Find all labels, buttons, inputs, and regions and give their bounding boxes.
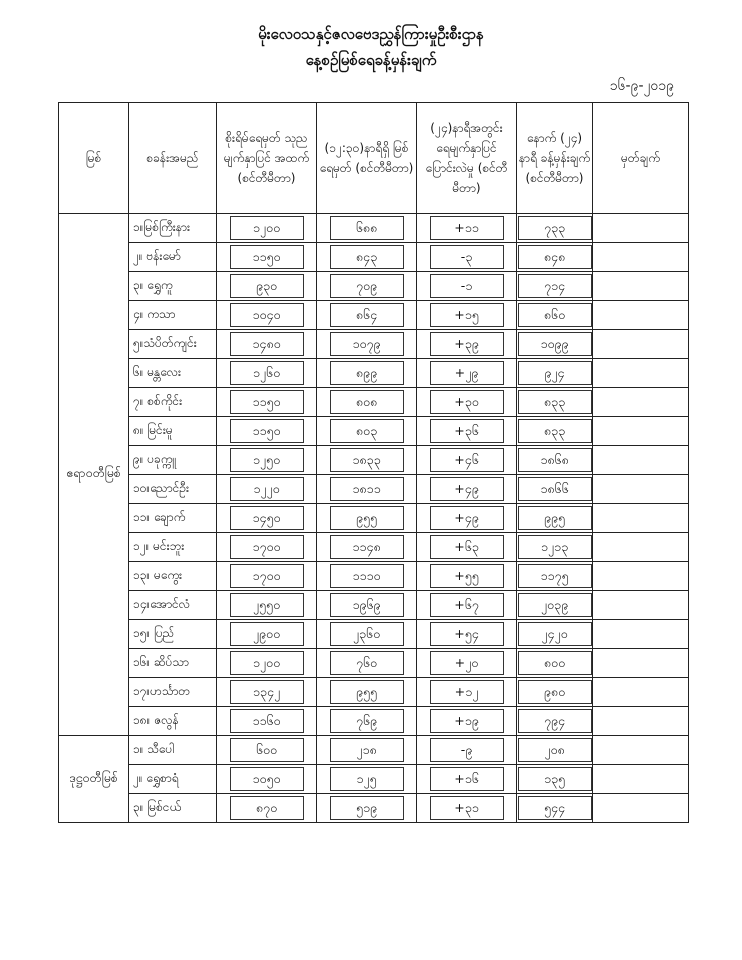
forecast-cell-value: ၇၁၄ bbox=[518, 274, 592, 298]
change-cell bbox=[417, 620, 517, 649]
station-name-cell: ၁။မြစ်ကြီးနား bbox=[129, 214, 217, 243]
forecast-cell-value: ၂၀၃၉ bbox=[518, 593, 592, 617]
danger-level-cell bbox=[217, 446, 317, 475]
col-header-24h-change: (၂၄)နာရီအတွင်း ရေမျက်နှာပြင် ပြောင်းလဲမှု (စင်တီမီတာ) bbox=[417, 103, 517, 214]
remark-cell bbox=[593, 214, 689, 243]
forecast-cell bbox=[517, 707, 593, 736]
change-cell bbox=[417, 707, 517, 736]
danger-level-cell-value: ၁၁၆၀ bbox=[230, 709, 304, 733]
change-cell-value: +၆၇ bbox=[430, 593, 504, 617]
observed-level-cell bbox=[317, 214, 417, 243]
forecast-cell-value: ၂၄၂၀ bbox=[518, 622, 592, 646]
observed-level-cell-value: ၁၂၅ bbox=[330, 767, 404, 791]
danger-level-cell-value: ၁၃၄၂ bbox=[230, 680, 304, 704]
danger-level-cell-value: ၁၀၄၀ bbox=[230, 303, 304, 327]
station-name-cell: ၁၃။ မကွေး bbox=[129, 562, 217, 591]
remark-cell bbox=[593, 359, 689, 388]
danger-level-cell-value: ၁၂၀၀ bbox=[230, 651, 304, 675]
danger-level-cell bbox=[217, 736, 317, 765]
table-row bbox=[59, 620, 689, 649]
remark-cell bbox=[593, 620, 689, 649]
forecast-cell-value: ၁၁၇၅ bbox=[518, 564, 592, 588]
station-name-cell: ၈။ မြင်းမူ bbox=[129, 417, 217, 446]
forecast-cell bbox=[517, 736, 593, 765]
observed-level-cell bbox=[317, 272, 417, 301]
observed-level-cell bbox=[317, 243, 417, 272]
station-name-cell: ၁၅။ ပြည် bbox=[129, 620, 217, 649]
river-name-cell: ဒုဋ္ဌဝတီမြစ် bbox=[59, 736, 129, 823]
change-cell bbox=[417, 272, 517, 301]
danger-level-cell-value: ၁၄၈၀ bbox=[230, 332, 304, 356]
forecast-cell-value: ၈၄၈ bbox=[518, 245, 592, 269]
remark-cell bbox=[593, 475, 689, 504]
page-subtitle: နေ့စဉ်မြစ်ရေခန့်မှန်းချက် bbox=[305, 51, 437, 69]
station-name-cell: ၇။ စစ်ကိုင်း bbox=[129, 388, 217, 417]
change-cell bbox=[417, 446, 517, 475]
danger-level-cell-value: ၈၇၀ bbox=[230, 796, 304, 820]
remark-cell bbox=[593, 794, 689, 823]
forecast-cell bbox=[517, 301, 593, 330]
table-row bbox=[59, 330, 689, 359]
forecast-cell bbox=[517, 591, 593, 620]
observed-level-cell-value: ၁၁၄၈ bbox=[330, 535, 404, 559]
table-row bbox=[59, 591, 689, 620]
table-row bbox=[59, 678, 689, 707]
danger-level-cell-value: ၁၂၅၀ bbox=[230, 448, 304, 472]
remark-cell bbox=[593, 736, 689, 765]
forecast-cell bbox=[517, 765, 593, 794]
station-name-cell: ၆။ မန္တလေး bbox=[129, 359, 217, 388]
forecast-cell bbox=[517, 475, 593, 504]
table-row bbox=[59, 388, 689, 417]
forecast-cell bbox=[517, 678, 593, 707]
forecast-cell-value: ၉၈၀ bbox=[518, 680, 592, 704]
danger-level-cell bbox=[217, 562, 317, 591]
forecast-cell bbox=[517, 388, 593, 417]
station-name-cell: ၁၆။ ဆိပ်သာ bbox=[129, 649, 217, 678]
danger-level-cell bbox=[217, 707, 317, 736]
observed-level-cell-value: ၁၉၆၉ bbox=[330, 593, 404, 617]
col-header-forecast: နောက် (၂၄) နာရီ ခန့်မှန်းချက် (စင်တီမီတာ) bbox=[517, 103, 593, 214]
danger-level-cell bbox=[217, 243, 317, 272]
col-header-station: စခန်းအမည် bbox=[129, 103, 217, 214]
station-name-cell: ၄။ ကသာ bbox=[129, 301, 217, 330]
observed-level-cell bbox=[317, 330, 417, 359]
change-cell bbox=[417, 794, 517, 823]
station-name-cell: ၁၂။ မင်းဘူး bbox=[129, 533, 217, 562]
station-name-cell: ၁၈။ ဇလွန် bbox=[129, 707, 217, 736]
change-cell-value: +၃၉ bbox=[430, 332, 504, 356]
danger-level-cell bbox=[217, 620, 317, 649]
observed-level-cell bbox=[317, 301, 417, 330]
change-cell bbox=[417, 214, 517, 243]
col-header-danger-level: စိုးရိမ်ရေမှတ် သုညမျက်နှာပြင် အထက် (စင်တီမီတာ) bbox=[217, 103, 317, 214]
forecast-cell-value: ၉၉၅ bbox=[518, 506, 592, 530]
forecast-cell-value: ၇၃၃ bbox=[518, 216, 592, 240]
table-row bbox=[59, 417, 689, 446]
observed-level-cell bbox=[317, 649, 417, 678]
station-name-cell: ၅။သံပိတ်ကျင်း bbox=[129, 330, 217, 359]
forecast-cell bbox=[517, 214, 593, 243]
table-row bbox=[59, 794, 689, 823]
forecast-cell-value: ၁၈၆၆ bbox=[518, 477, 592, 501]
observed-level-cell bbox=[317, 736, 417, 765]
change-cell-value: +၆၃ bbox=[430, 535, 504, 559]
table-row bbox=[59, 736, 689, 765]
change-cell bbox=[417, 417, 517, 446]
forecast-cell-value: ၁၃၅ bbox=[518, 767, 592, 791]
danger-level-cell-value: ၁၂၂၀ bbox=[230, 477, 304, 501]
observed-level-cell-value: ၈၀၃ bbox=[330, 419, 404, 443]
station-name-cell: ၁၁။ ချောက် bbox=[129, 504, 217, 533]
forecast-cell bbox=[517, 446, 593, 475]
change-cell bbox=[417, 504, 517, 533]
observed-level-cell-value: ၉၅၅ bbox=[330, 680, 404, 704]
forecast-cell-value: ၇၉၄ bbox=[518, 709, 592, 733]
table-body bbox=[59, 214, 689, 823]
remark-cell bbox=[593, 417, 689, 446]
remark-cell bbox=[593, 388, 689, 417]
forecast-cell-value: ၁၈၆၈ bbox=[518, 448, 592, 472]
change-cell-value: +၁၂ bbox=[430, 680, 504, 704]
station-name-cell: ၁။ သီပေါ bbox=[129, 736, 217, 765]
forecast-cell-value: ၈၆၀ bbox=[518, 303, 592, 327]
table-row bbox=[59, 475, 689, 504]
observed-level-cell bbox=[317, 533, 417, 562]
change-cell bbox=[417, 301, 517, 330]
change-cell bbox=[417, 388, 517, 417]
forecast-cell-value: ၈၀၀ bbox=[518, 651, 592, 675]
danger-level-cell bbox=[217, 388, 317, 417]
remark-cell bbox=[593, 272, 689, 301]
change-cell bbox=[417, 649, 517, 678]
table-row bbox=[59, 272, 689, 301]
danger-level-cell bbox=[217, 591, 317, 620]
change-cell bbox=[417, 765, 517, 794]
forecast-cell-value: ၈၃၃ bbox=[518, 419, 592, 443]
observed-level-cell-value: ၇၆၀ bbox=[330, 651, 404, 675]
forecast-cell bbox=[517, 620, 593, 649]
change-cell bbox=[417, 475, 517, 504]
change-cell-value: +၅၄ bbox=[430, 622, 504, 646]
danger-level-cell bbox=[217, 533, 317, 562]
col-header-river: မြစ် bbox=[59, 103, 129, 214]
change-cell-value: +၄၉ bbox=[430, 477, 504, 501]
danger-level-cell-value: ၂၉၀၀ bbox=[230, 622, 304, 646]
change-cell-value: +၄၆ bbox=[430, 448, 504, 472]
table-row bbox=[59, 243, 689, 272]
observed-level-cell-value: ၈၄၃ bbox=[330, 245, 404, 269]
observed-level-cell-value: ၆၈၈ bbox=[330, 216, 404, 240]
danger-level-cell bbox=[217, 649, 317, 678]
danger-level-cell bbox=[217, 794, 317, 823]
change-cell bbox=[417, 591, 517, 620]
report-date: ၁၆-၉-၂၀၁၉ bbox=[609, 78, 674, 94]
danger-level-cell-value: ၁၀၅၀ bbox=[230, 767, 304, 791]
forecast-cell bbox=[517, 272, 593, 301]
station-name-cell: ၁၀။ညောင်ဦး bbox=[129, 475, 217, 504]
forecast-cell-value: ၉၂၄ bbox=[518, 361, 592, 385]
table-row bbox=[59, 707, 689, 736]
forecast-cell-value: ၈၃၃ bbox=[518, 390, 592, 414]
remark-cell bbox=[593, 330, 689, 359]
change-cell bbox=[417, 330, 517, 359]
remark-cell bbox=[593, 243, 689, 272]
forecast-cell bbox=[517, 243, 593, 272]
observed-level-cell-value: ၇၀၉ bbox=[330, 274, 404, 298]
page-title: မိုးလေဝသနှင့်ဇလဗေဒညွှန်ကြားမှုဦးစီးဌာန bbox=[258, 25, 484, 43]
col-header-remark: မှတ်ချက် bbox=[593, 103, 689, 214]
table-header-row bbox=[59, 103, 689, 214]
observed-level-cell bbox=[317, 388, 417, 417]
observed-level-cell-value: ၁၁၁၀ bbox=[330, 564, 404, 588]
change-cell-value: -၉ bbox=[430, 738, 504, 762]
danger-level-cell bbox=[217, 330, 317, 359]
table-row bbox=[59, 533, 689, 562]
remark-cell bbox=[593, 678, 689, 707]
river-name-cell: ဧရာဝတီမြစ် bbox=[59, 214, 129, 736]
change-cell-value: +၃၁ bbox=[430, 796, 504, 820]
danger-level-cell-value: ၉၃၀ bbox=[230, 274, 304, 298]
table-row bbox=[59, 765, 689, 794]
forecast-cell-value: ၂၀၈ bbox=[518, 738, 592, 762]
station-name-cell: ၃။ ရွှေကူ bbox=[129, 272, 217, 301]
danger-level-cell-value: ၁၂၀၀ bbox=[230, 216, 304, 240]
danger-level-cell-value: ၁၇၀၀ bbox=[230, 535, 304, 559]
change-cell bbox=[417, 533, 517, 562]
change-cell bbox=[417, 243, 517, 272]
observed-level-cell bbox=[317, 562, 417, 591]
change-cell bbox=[417, 736, 517, 765]
forecast-cell bbox=[517, 359, 593, 388]
change-cell-value: +၁၆ bbox=[430, 767, 504, 791]
change-cell-value: -၁ bbox=[430, 274, 504, 298]
forecast-cell bbox=[517, 330, 593, 359]
forecast-cell bbox=[517, 649, 593, 678]
observed-level-cell-value: ၂၁၈ bbox=[330, 738, 404, 762]
station-name-cell: ၁၄။အောင်လံ bbox=[129, 591, 217, 620]
danger-level-cell bbox=[217, 765, 317, 794]
change-cell bbox=[417, 359, 517, 388]
change-cell-value: +၁၁ bbox=[430, 216, 504, 240]
observed-level-cell-value: ၈၀၈ bbox=[330, 390, 404, 414]
change-cell bbox=[417, 678, 517, 707]
forecast-cell bbox=[517, 417, 593, 446]
change-cell-value: +၅၅ bbox=[430, 564, 504, 588]
danger-level-cell-value: ၁၂၆၀ bbox=[230, 361, 304, 385]
change-cell-value: +၃၆ bbox=[430, 419, 504, 443]
remark-cell bbox=[593, 649, 689, 678]
observed-level-cell bbox=[317, 446, 417, 475]
change-cell bbox=[417, 562, 517, 591]
observed-level-cell bbox=[317, 794, 417, 823]
observed-level-cell-value: ၉၅၅ bbox=[330, 506, 404, 530]
observed-level-cell bbox=[317, 359, 417, 388]
danger-level-cell bbox=[217, 359, 317, 388]
forecast-cell bbox=[517, 533, 593, 562]
remark-cell bbox=[593, 504, 689, 533]
observed-level-cell-value: ၈၉၉ bbox=[330, 361, 404, 385]
observed-level-cell-value: ၁၈၁၁ bbox=[330, 477, 404, 501]
col-header-observed-level: (၁၂:၃၀)နာရီရှိ မြစ်ရေမှတ် (စင်တီမီတာ) bbox=[317, 103, 417, 214]
danger-level-cell-value: ၁၁၅၀ bbox=[230, 245, 304, 269]
observed-level-cell bbox=[317, 707, 417, 736]
danger-level-cell bbox=[217, 272, 317, 301]
danger-level-cell-value: ၁၁၅၀ bbox=[230, 419, 304, 443]
remark-cell bbox=[593, 533, 689, 562]
forecast-cell-value: ၁၂၁၃ bbox=[518, 535, 592, 559]
danger-level-cell bbox=[217, 475, 317, 504]
danger-level-cell bbox=[217, 214, 317, 243]
danger-level-cell bbox=[217, 504, 317, 533]
forecast-cell bbox=[517, 504, 593, 533]
observed-level-cell-value: ၁၀၇၉ bbox=[330, 332, 404, 356]
danger-level-cell bbox=[217, 301, 317, 330]
remark-cell bbox=[593, 301, 689, 330]
danger-level-cell-value: ၁၇၀၀ bbox=[230, 564, 304, 588]
danger-level-cell-value: ၂၅၅၀ bbox=[230, 593, 304, 617]
station-name-cell: ၉။ ပခုက္ကူ bbox=[129, 446, 217, 475]
station-name-cell: ၂။ ဗန်းမော် bbox=[129, 243, 217, 272]
observed-level-cell-value: ၁၈၃၃ bbox=[330, 448, 404, 472]
change-cell-value: +၂၉ bbox=[430, 361, 504, 385]
forecast-cell bbox=[517, 794, 593, 823]
observed-level-cell bbox=[317, 475, 417, 504]
observed-level-cell bbox=[317, 591, 417, 620]
table-row bbox=[59, 504, 689, 533]
observed-level-cell-value: ၇၆၉ bbox=[330, 709, 404, 733]
river-level-table bbox=[58, 102, 689, 823]
change-cell-value: +၁၅ bbox=[430, 303, 504, 327]
change-cell-value: +၁၉ bbox=[430, 709, 504, 733]
station-name-cell: ၁၇။ဟင်္သာတ bbox=[129, 678, 217, 707]
change-cell-value: +၂၀ bbox=[430, 651, 504, 675]
observed-level-cell bbox=[317, 678, 417, 707]
observed-level-cell-value: ၂၃၆၀ bbox=[330, 622, 404, 646]
danger-level-cell-value: ၁၁၅၀ bbox=[230, 390, 304, 414]
danger-level-cell-value: ၆၀၀ bbox=[230, 738, 304, 762]
change-cell-value: +၃၀ bbox=[430, 390, 504, 414]
remark-cell bbox=[593, 707, 689, 736]
danger-level-cell-value: ၁၄၅၀ bbox=[230, 506, 304, 530]
observed-level-cell-value: ၈၆၄ bbox=[330, 303, 404, 327]
remark-cell bbox=[593, 562, 689, 591]
danger-level-cell bbox=[217, 678, 317, 707]
observed-level-cell bbox=[317, 417, 417, 446]
change-cell-value: -၃ bbox=[430, 245, 504, 269]
forecast-cell-value: ၁၀၉၉ bbox=[518, 332, 592, 356]
station-name-cell: ၂။ ရွှေစာရံ bbox=[129, 765, 217, 794]
forecast-cell bbox=[517, 562, 593, 591]
table-row bbox=[59, 562, 689, 591]
danger-level-cell bbox=[217, 417, 317, 446]
observed-level-cell-value: ၅၁၉ bbox=[330, 796, 404, 820]
table-row bbox=[59, 301, 689, 330]
station-name-cell: ၃။ မြစ်ငယ် bbox=[129, 794, 217, 823]
remark-cell bbox=[593, 446, 689, 475]
table-row bbox=[59, 359, 689, 388]
observed-level-cell bbox=[317, 620, 417, 649]
table-row bbox=[59, 446, 689, 475]
remark-cell bbox=[593, 591, 689, 620]
observed-level-cell bbox=[317, 765, 417, 794]
observed-level-cell bbox=[317, 504, 417, 533]
table-row bbox=[59, 214, 689, 243]
change-cell-value: +၄၉ bbox=[430, 506, 504, 530]
table-row bbox=[59, 649, 689, 678]
remark-cell bbox=[593, 765, 689, 794]
forecast-cell-value: ၅၄၄ bbox=[518, 796, 592, 820]
